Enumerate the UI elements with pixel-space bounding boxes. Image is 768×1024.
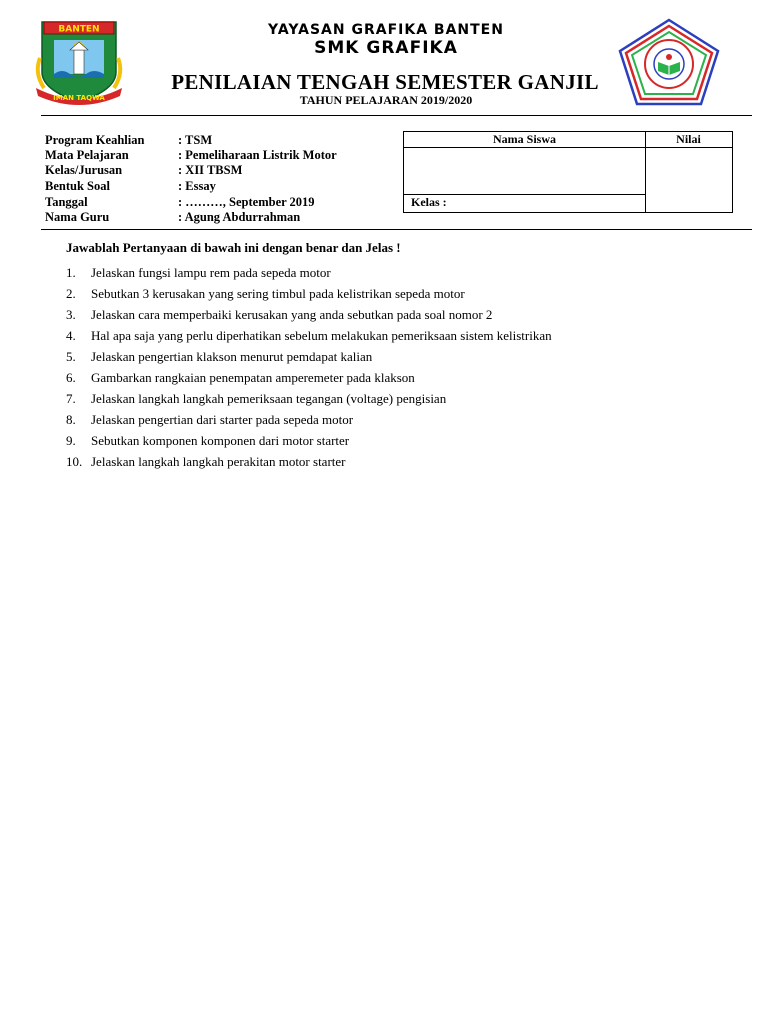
question-text: Jelaskan langkah langkah perakitan motor starter <box>91 454 346 469</box>
question-text: Jelaskan pengertian klakson menurut pemdapat kalian <box>91 349 373 364</box>
info-value: : Agung Abdurrahman <box>178 210 301 224</box>
question-item <box>66 453 706 474</box>
info-value: : ………, September 2019 <box>178 195 315 209</box>
question-item <box>66 411 706 432</box>
crest-motto-text: IMAN TAQWA <box>53 94 105 102</box>
info-value: : XII TBSM <box>178 163 243 177</box>
question-item <box>66 306 706 327</box>
school-emblem-logo <box>617 18 721 106</box>
question-item <box>66 390 706 411</box>
question-number: 6. <box>66 370 76 385</box>
info-label: Kelas/Jurusan <box>45 163 123 177</box>
question-item <box>66 432 706 453</box>
question-text: Sebutkan 3 kerusakan yang sering timbul pada kelistrikan sepeda motor <box>91 286 465 301</box>
info-label: Bentuk Soal <box>45 179 110 193</box>
info-value: : Essay <box>178 179 216 193</box>
school-pentagon-emblem-icon <box>617 18 721 106</box>
table-divider <box>404 147 732 148</box>
info-divider <box>41 229 752 230</box>
exam-title: PENILAIAN TENGAH SEMESTER GANJIL <box>171 70 599 94</box>
question-text: Jelaskan fungsi lampu rem pada sepeda motor <box>91 265 331 280</box>
info-value: : Pemeliharaan Listrik Motor <box>178 148 337 162</box>
question-number: 9. <box>66 433 76 448</box>
info-label: Program Keahlian <box>45 133 145 147</box>
score-header: Nilai <box>676 132 701 146</box>
info-label: Tanggal <box>45 195 88 209</box>
question-item <box>66 369 706 390</box>
question-text: Jelaskan langkah langkah pemeriksaan tegangan (voltage) pengisian <box>91 391 447 406</box>
question-text: Gambarkan rangkaian penempatan amperemeter pada klakson <box>91 370 415 385</box>
question-item <box>66 348 706 369</box>
student-name-field[interactable] <box>406 149 642 192</box>
question-number: 1. <box>66 265 76 280</box>
question-number: 7. <box>66 391 76 406</box>
student-name-header: Nama Siswa <box>492 132 556 146</box>
student-info-table <box>403 131 733 213</box>
foundation-name: YAYASAN GRAFIKA BANTEN <box>268 22 504 38</box>
question-item <box>66 327 706 348</box>
question-text: Jelaskan pengertian dari starter pada sepeda motor <box>91 412 354 427</box>
question-item <box>66 285 706 306</box>
question-text: Jelaskan cara memperbaiki kerusakan yang anda sebutkan pada soal nomor 2 <box>91 307 493 322</box>
question-text: Sebutkan komponen komponen dari motor starter <box>91 433 350 448</box>
question-item <box>66 264 706 285</box>
question-number: 8. <box>66 412 76 427</box>
question-number: 2. <box>66 286 76 301</box>
crest-banner-text: BANTEN <box>58 24 100 35</box>
question-number: 3. <box>66 307 76 322</box>
academic-year: TAHUN PELAJARAN 2019/2020 <box>299 93 473 107</box>
header-divider <box>41 115 752 116</box>
score-field[interactable] <box>648 149 732 211</box>
class-label: Kelas : <box>411 195 447 209</box>
banten-crest-icon <box>30 18 128 108</box>
question-list <box>66 264 706 474</box>
info-value: : TSM <box>178 133 213 147</box>
banten-crest-logo <box>30 18 128 108</box>
info-label: Nama Guru <box>45 210 110 224</box>
question-number: 4. <box>66 328 76 343</box>
school-name: SMK GRAFIKA <box>314 38 458 58</box>
question-number: 10. <box>66 454 83 469</box>
instruction-text: Jawablah Pertanyaan di bawah ini dengan benar dan Jelas ! <box>66 240 401 255</box>
question-text: Hal apa saja yang perlu diperhatikan sebelum melakukan pemeriksaan sistem kelistrikan <box>91 328 552 343</box>
question-number: 5. <box>66 349 76 364</box>
info-label: Mata Pelajaran <box>45 148 129 162</box>
